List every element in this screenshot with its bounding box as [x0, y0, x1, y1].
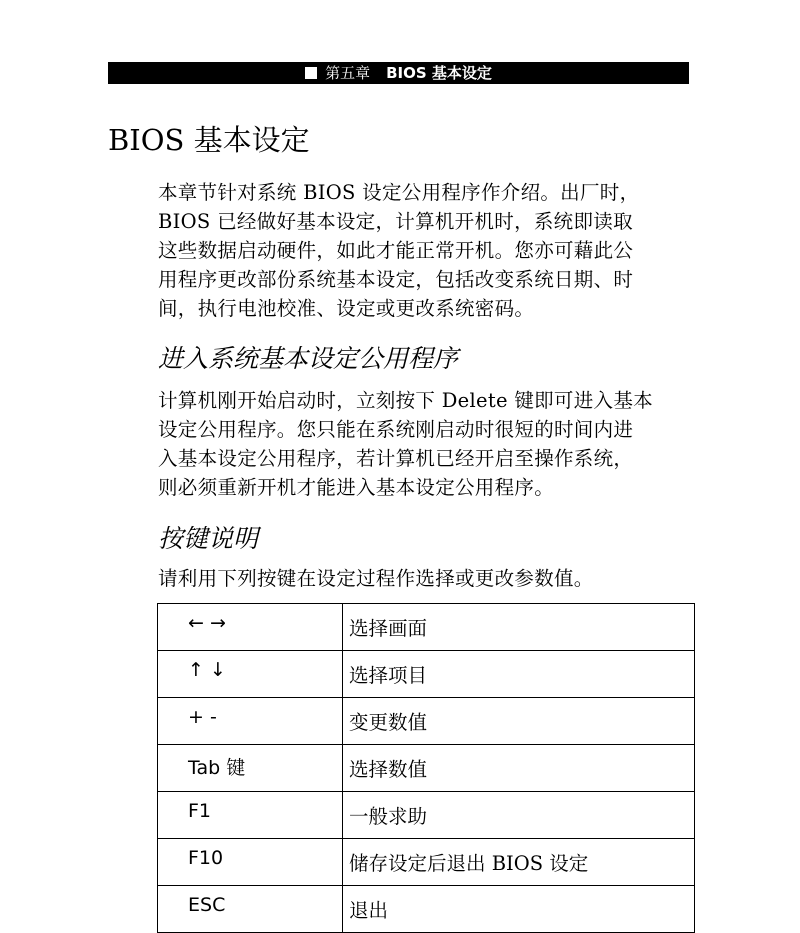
key-help-paragraph — [158, 564, 694, 593]
section-title-enter-setup: 进入系统基本设定公用程序 — [158, 344, 459, 373]
table-row — [158, 886, 695, 933]
enter-setup-line: 设定公用程序。您只能在系统刚启动时很短的时间内进 — [158, 418, 634, 441]
key-table — [157, 603, 695, 933]
table-row — [158, 604, 695, 651]
intro-line: 本章节针对系统 BIOS 设定公用程序作介绍。出厂时， — [158, 181, 640, 204]
enter-setup-line: 入基本设定公用程序，若计算机已经开启至操作系统， — [158, 447, 634, 470]
key-cell: ESC — [158, 886, 343, 933]
table-row — [158, 792, 695, 839]
enter-setup-line: 计算机刚开始启动时，立刻按下 Delete 键即可进入基本 — [158, 389, 653, 412]
key-cell: ← → — [158, 604, 343, 651]
desc-cell: 退出 — [343, 886, 695, 933]
table-row — [158, 839, 695, 886]
intro-line: 间，执行电池校准、设定或更改系统密码。 — [158, 297, 535, 320]
intro-line: 这些数据启动硬件，如此才能正常开机。您亦可藉此公 — [158, 239, 634, 262]
key-cell: Tab 键 — [158, 745, 343, 792]
key-cell: F1 — [158, 792, 343, 839]
chapter-number: 第五章 — [325, 64, 371, 82]
section-title-key-help: 按键说明 — [158, 524, 259, 553]
intro-line: BIOS 已经做好基本设定，计算机开机时，系统即读取 — [158, 210, 633, 233]
desc-cell: 变更数值 — [343, 698, 695, 745]
chapter-title: BIOS 基本设定 — [386, 64, 492, 82]
key-cell: F10 — [158, 839, 343, 886]
intro-line: 用程序更改部份系统基本设定，包括改变系统日期、时 — [158, 268, 634, 291]
table-row — [158, 745, 695, 792]
square-bullet-icon — [305, 67, 317, 79]
desc-cell: 选择项目 — [343, 651, 695, 698]
enter-setup-paragraph — [158, 386, 694, 502]
key-cell: ↑ ↓ — [158, 651, 343, 698]
intro-paragraph — [158, 178, 694, 323]
chapter-header-bar — [108, 62, 689, 84]
desc-cell: 选择画面 — [343, 604, 695, 651]
desc-cell: 储存设定后退出 BIOS 设定 — [343, 839, 695, 886]
enter-setup-line: 则必须重新开机才能进入基本设定公用程序。 — [158, 476, 555, 499]
desc-cell: 一般求助 — [343, 792, 695, 839]
key-help-line: 请利用下列按键在设定过程作选择或更改参数值。 — [158, 567, 594, 590]
table-row — [158, 698, 695, 745]
desc-cell: 选择数值 — [343, 745, 695, 792]
table-row — [158, 651, 695, 698]
page-title: BIOS 基本设定 — [108, 123, 310, 157]
key-cell: + - — [158, 698, 343, 745]
